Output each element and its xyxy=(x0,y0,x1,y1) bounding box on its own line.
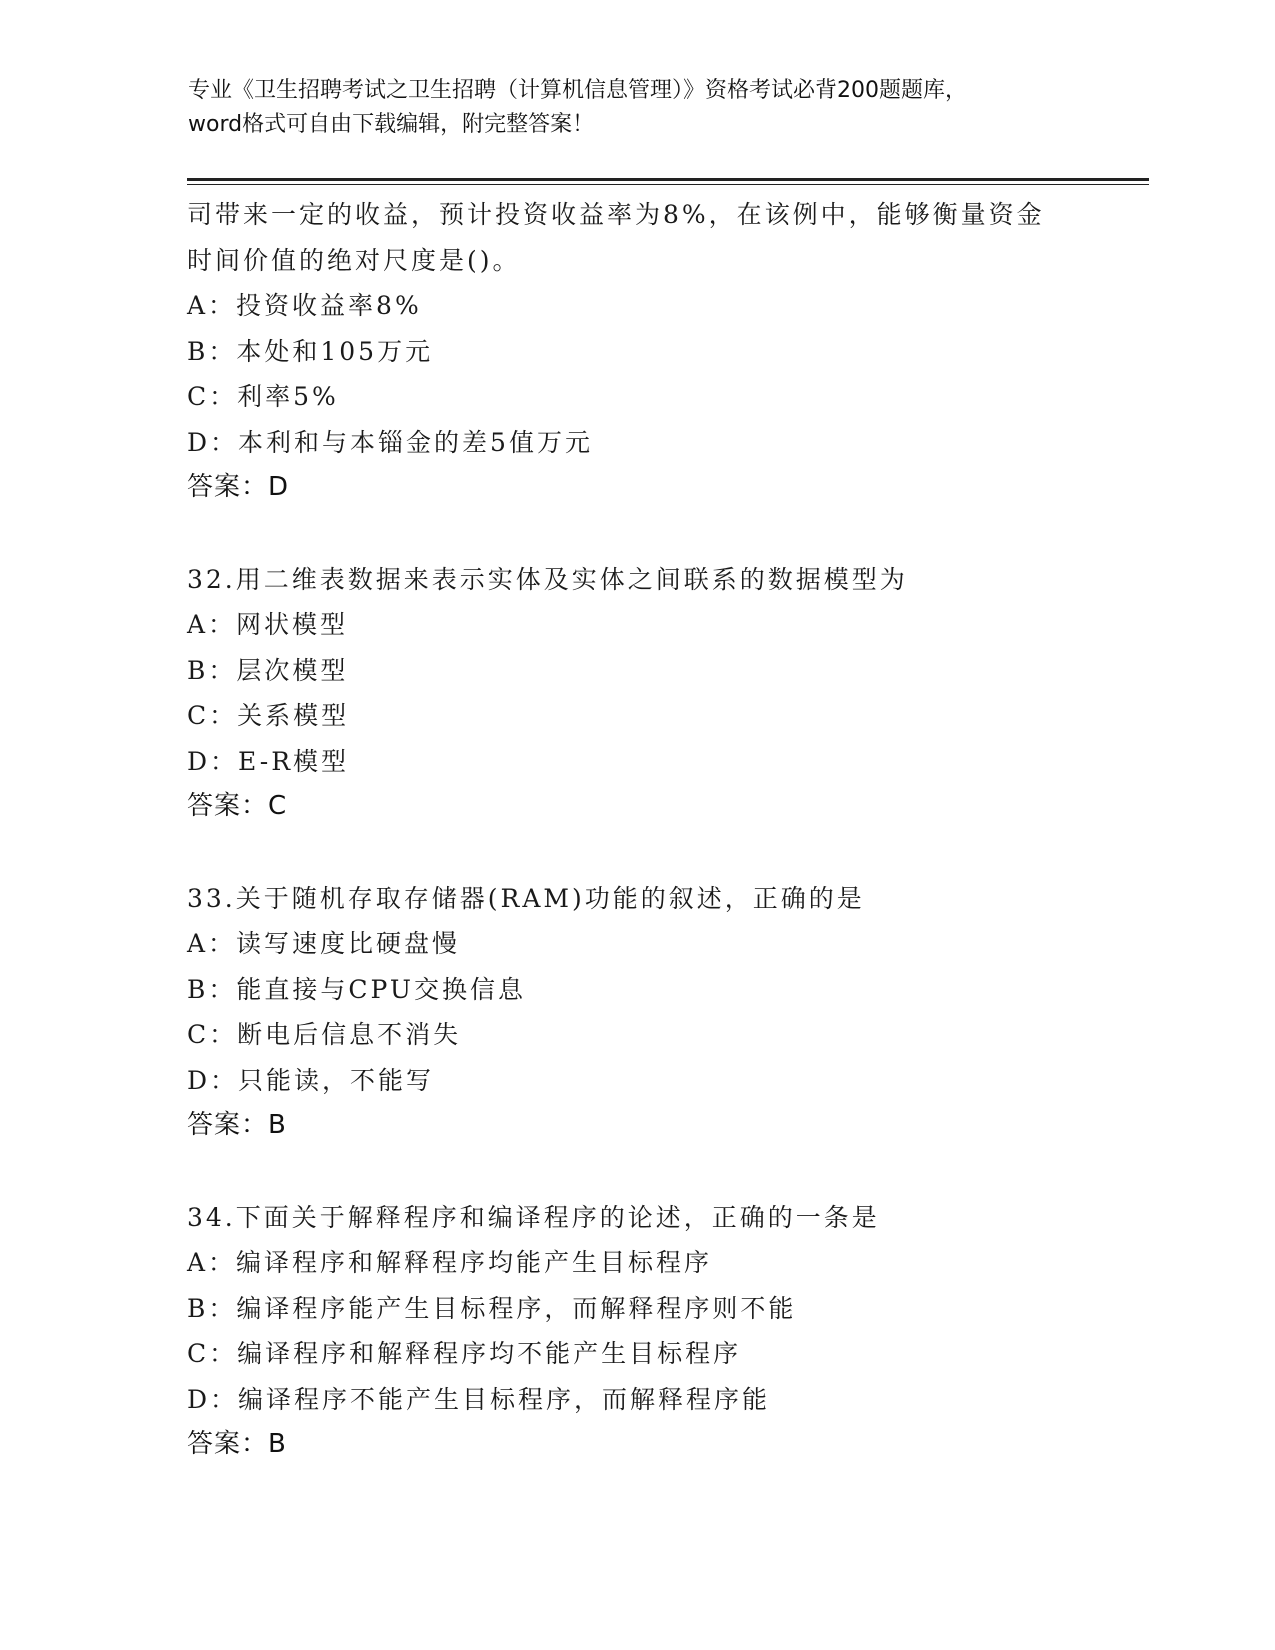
option-a: A：编译程序和解释程序均能产生目标程序 xyxy=(187,1248,713,1277)
question-content xyxy=(187,192,1107,1468)
question-31-continuation xyxy=(187,192,1107,511)
option-c: C：断电后信息不消失 xyxy=(187,1020,462,1049)
answer-label: 答案：C xyxy=(187,791,288,821)
question-stem: 34.下面关于解释程序和编译程序的论述，正确的一条是 xyxy=(187,1202,880,1232)
answer-label: 答案：B xyxy=(187,1429,287,1459)
option-d: D：本利和与本锱金的差5值万元 xyxy=(187,427,593,457)
option-a: A：网状模型 xyxy=(187,610,349,639)
option-a: A：读写速度比硬盘慢 xyxy=(187,929,461,958)
question-32 xyxy=(187,557,1107,830)
answer-label: 答案：B xyxy=(187,1110,287,1140)
question-33 xyxy=(187,876,1107,1149)
header-divider-thick xyxy=(187,178,1149,181)
option-c: C：编译程序和解释程序均不能产生目标程序 xyxy=(187,1339,742,1368)
option-d: D：编译程序不能产生目标程序，而解释程序能 xyxy=(187,1384,771,1414)
question-stem: 33.关于随机存取存储器(RAM)功能的叙述，正确的是 xyxy=(187,883,865,913)
option-b: B：编译程序能产生目标程序，而解释程序则不能 xyxy=(187,1293,797,1323)
question-stem-line: 时间价值的绝对尺度是()。 xyxy=(187,245,521,275)
document-header xyxy=(188,74,1088,142)
option-c: C：关系模型 xyxy=(187,701,350,730)
option-b: B：本处和105万元 xyxy=(187,336,434,366)
header-line-2: word格式可自由下载编辑，附完整答案！ xyxy=(188,112,595,137)
option-b: B：能直接与CPU交换信息 xyxy=(187,974,526,1004)
option-b: B：层次模型 xyxy=(187,655,349,685)
question-34 xyxy=(187,1195,1107,1468)
option-c: C：利率5% xyxy=(187,382,339,411)
option-d: D：只能读，不能写 xyxy=(187,1065,435,1095)
question-stem: 32.用二维表数据来表示实体及实体之间联系的数据模型为 xyxy=(187,564,908,594)
header-line-1: 专业《卫生招聘考试之卫生招聘（计算机信息管理）》资格考试必背200题题库， xyxy=(188,78,967,103)
header-divider-thin xyxy=(187,184,1149,185)
option-d: D：E-R模型 xyxy=(187,746,350,776)
question-stem-line: 司带来一定的收益，预计投资收益率为8%，在该例中，能够衡量资金 xyxy=(187,200,1045,229)
answer-label: 答案：D xyxy=(187,472,290,502)
option-a: A：投资收益率8% xyxy=(187,291,422,320)
